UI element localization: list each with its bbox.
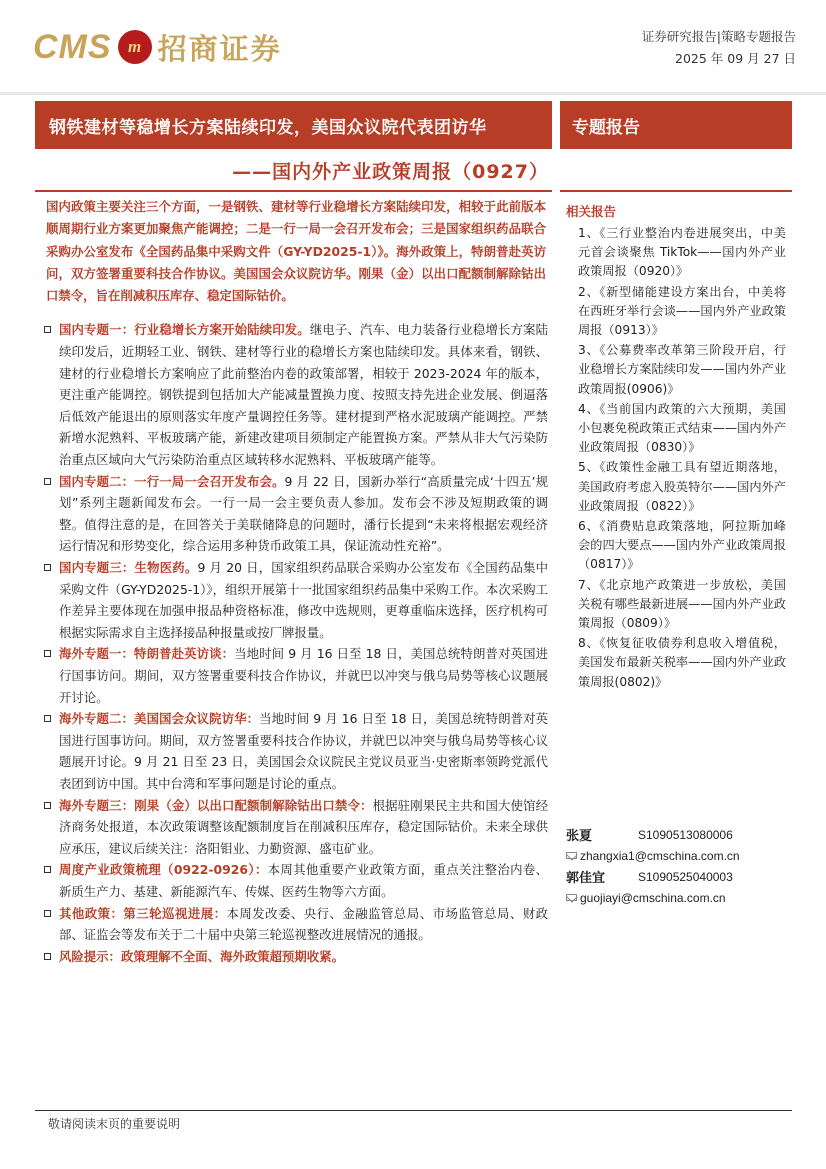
bullet-text: 本周其他重要产业政策方面，重点关注整治内卷、新质生产力、基建、新能源汽车、传媒、医药生物等六方面。 xyxy=(59,862,549,899)
bullet-lead: 周度产业政策梳理（0922-0926）： xyxy=(59,862,268,878)
related-report-link[interactable]: 2、《新型储能建设方案出台，中美将在西班牙举行会谈——国内外产业政策周报（0913）》 xyxy=(578,284,786,338)
related-report-link[interactable]: 3、《公募费率改革第三阶段开启，行业稳增长方案陆续印发——国内外产业政策周报(0906)》 xyxy=(578,343,786,396)
related-reports-title: 相关报告 xyxy=(566,204,617,219)
bullet-lead: 海外专题二：美国国会众议院访华： xyxy=(59,711,260,727)
bullet-text: 根据驻刚果民主共和国大使馆经济商务处报道，本次政策调整该配额制度旨在削减积压库存，稳定国际钴价。未来全球供应承压，建议后续关注：洛阳钼业、力勤资源、盛屯矿业。 xyxy=(59,797,549,856)
footer-divider xyxy=(35,1110,792,1111)
analyst-email-row xyxy=(566,845,792,866)
analyst-email-row xyxy=(566,887,792,908)
checkbox-bullet-icon xyxy=(44,478,51,485)
company-logo xyxy=(33,26,282,68)
logo-chinese: 招商证券 xyxy=(157,31,282,66)
analyst-license-id: S1090513080006 xyxy=(638,827,733,842)
page-title: 钢铁建材等稳增长方案陆续印发，美国众议院代表团访华 xyxy=(49,117,487,138)
analyst-name: 张夏 xyxy=(566,829,593,844)
bullet-lead: 海外专题三：刚果（金）以出口配额制解除钴出口禁令： xyxy=(59,797,373,813)
checkbox-bullet-icon xyxy=(44,953,51,960)
logo-mark-icon: m xyxy=(118,30,152,64)
bullet-text: 9 月 22 日，国新办举行“高质量完成‘十四五’规划”系列主题新闻发布会。一行一局一会主要负责人参加。发布会不涉及短期政策的调整。值得注意的是，在回答关于美联储降息的问题时，潘行长提到“未来将根据宏观经济运行情况和形势变化，综合运用多种货币政策工具，保证流动性充裕”。 xyxy=(59,473,549,554)
bullet-item xyxy=(42,708,548,794)
report-meta xyxy=(642,26,796,70)
mail-icon xyxy=(566,894,577,901)
page-subtitle: ——国内外产业政策周报（0927） xyxy=(232,161,549,183)
report-date: 2025 年 09 月 27 日 xyxy=(675,51,796,66)
bullet-item xyxy=(42,471,548,557)
related-report-link[interactable]: 6、《消费贴息政策落地，阿拉斯加峰会的四大要点——国内外产业政策周报（0817）》 xyxy=(578,519,786,572)
bullet-item xyxy=(42,859,548,902)
checkbox-bullet-icon xyxy=(44,650,51,657)
title-banner xyxy=(35,101,552,149)
bullet-item xyxy=(42,319,548,470)
logo-latin: CMS xyxy=(33,27,112,66)
analyst-email[interactable]: zhangxia1@cmschina.com.cn xyxy=(580,848,740,863)
related-report-link[interactable]: 4、《当前国内政策的六大预期，美国小包裹免税政策正式结束——国内外产业政策周报（0830）》 xyxy=(578,401,786,455)
checkbox-bullet-icon xyxy=(44,326,51,333)
footer-note: 敬请阅读末页的重要说明 xyxy=(48,1117,181,1131)
bullet-lead: 国内专题一：行业稳增长方案开始陆续印发。 xyxy=(59,322,310,338)
bullet-text: 9 月 20 日，国家组织药品联合采购办公室发布《全国药品集中采购文件（GY-YD2025-1）》，组织开展第十一批国家组织药品集中采购工作。本次采购工作差异主要体现在加强申报品种资格标准，修改中选规则，更尊重临床选择，医疗机构可根据实际需求自主选择接品种报量或按厂牌报量。 xyxy=(59,560,549,640)
report-category: 专题报告 xyxy=(572,117,640,138)
checkbox-bullet-icon xyxy=(44,564,51,571)
side-banner xyxy=(560,101,792,149)
bullet-item xyxy=(42,903,548,946)
bullet-lead: 国内专题二：一行一局一会召开发布会。 xyxy=(59,473,285,489)
related-report-link[interactable]: 1、《三行业整治内卷进展突出，中美元首会谈聚焦 TikTok——国内外产业政策周报（0920）》 xyxy=(578,226,786,279)
related-report-link[interactable]: 7、《北京地产政策进一步放松，美国关税有哪些最新进展——国内外产业政策周报（0809）》 xyxy=(578,577,786,631)
analyst-row xyxy=(566,824,792,845)
report-type: 证券研究报告|策略专题报告 xyxy=(641,29,796,44)
analyst-list xyxy=(566,824,792,908)
checkbox-bullet-icon xyxy=(44,802,51,809)
summary-paragraph: 国内政策主要关注三个方面，一是钢铁、建材等行业稳增长方案陆续印发，相较于此前版本顺周期行业方案更加聚焦产能调控；二是一行一局一会召开发布会；三是国家组织药品联合采购办公室发布《全国药品集中采购文件（GY-YD2025-1）》。海外政策上，特朗普赴英访问，双方签署重要科技合作协议。美国国会众议院访华。刚果（金）以出口配额制解除钴出口禁令，旨在削减积压库存、稳定国际钴价。 xyxy=(46,199,546,304)
analyst-license-id: S1090525040003 xyxy=(638,869,733,884)
side-divider xyxy=(560,190,792,192)
checkbox-bullet-icon xyxy=(44,866,51,873)
bullet-text: 当地时间 9 月 16 日至 18 日，美国总统特朗普对英国进行国事访问。期间，双方签署重要科技合作协议，并就巴以冲突与俄乌局势等核心议题展开讨论。 xyxy=(59,646,548,705)
bullet-item xyxy=(42,557,548,643)
bullet-item xyxy=(42,643,548,708)
bullet-list xyxy=(42,319,548,967)
bullet-lead: 国内专题三：生物医药。 xyxy=(59,560,198,576)
main-column xyxy=(42,194,548,967)
bullet-item xyxy=(42,795,548,860)
bullet-text: 本周发改委、央行、金融监管总局、市场监管总局、财政部、证监会等发布关于二十届中央第三轮巡视整改进展情况的通报。 xyxy=(59,905,549,943)
analyst-row xyxy=(566,866,792,887)
page-header xyxy=(0,0,826,95)
sidebar xyxy=(566,196,786,693)
checkbox-bullet-icon xyxy=(44,910,51,917)
related-report-link[interactable]: 5、《政策性金融工具有望近期落地，美国政府考虑入股英特尔——国内外产业政策周报（0822）》 xyxy=(578,460,786,513)
bullet-text: 继电子、汽车、电力装备行业稳增长方案陆续印发后，近期轻工业、钢铁、建材等行业的稳增长方案也陆续印发。具体来看，钢铁、建材的行业稳增长方案响应了此前整治内卷的政策部署，相较于 2023-2024 年的版本，更注重产能调控。钢铁提到包括加大产能减量置换力度、按照支持先进企业发展、倒逼落后低效产能退出的原则落实年度产量调控任务等。建材提到严格水泥玻璃产能调控。严禁新增水泥熟料、平板玻璃产能，新建改建项目须制定产能置换方案。严禁从非大气污染防治重点区域向大气污染防治重点区域转移水泥熟料、平板玻璃产能等。 xyxy=(59,322,549,468)
bullet-item xyxy=(42,946,548,968)
mail-icon xyxy=(566,852,577,859)
analyst-email[interactable]: guojiayi@cmschina.com.cn xyxy=(580,890,726,905)
header-divider xyxy=(0,92,826,95)
title-divider xyxy=(35,190,552,192)
bullet-lead: 其他政策：第三轮巡视进展： xyxy=(59,905,227,921)
bullet-lead: 海外专题一：特朗普赴英访谈： xyxy=(59,646,235,662)
bullet-text: 当地时间 9 月 16 日至 18 日，美国总统特朗普对英国进行国事访问。期间，双方签署重要科技合作协议，并就巴以冲突与俄乌局势等核心议题展开讨论。9 月 21 日至 23 日，美国国会众议院民主党议员亚当·史密斯率领跨党派代表团到访中国。其中台湾和军事问题是讨论的重点。 xyxy=(59,711,548,791)
checkbox-bullet-icon xyxy=(44,715,51,722)
analyst-name: 郭佳宜 xyxy=(566,871,606,886)
related-report-link[interactable]: 8、《恢复征收债券利息收入增值税，美国发布最新关税率——国内外产业政策周报(0802)》 xyxy=(578,636,786,689)
bullet-lead: 风险提示：政策理解不全面、海外政策超预期收紧。 xyxy=(59,948,344,964)
